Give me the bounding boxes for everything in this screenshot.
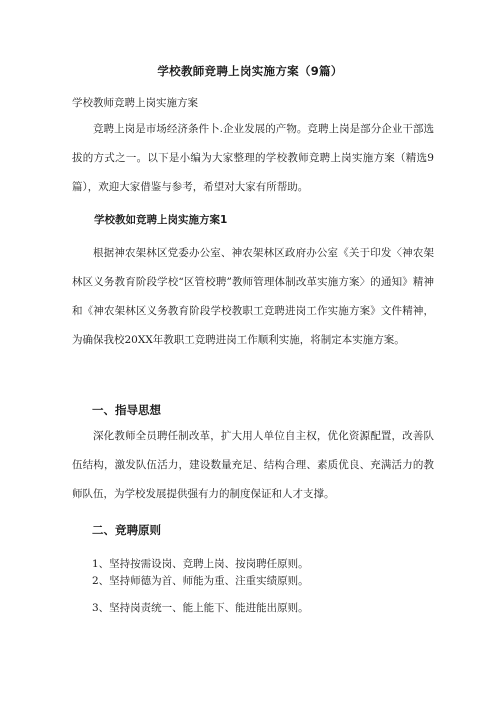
principle-item: 1、坚持按需设岗、竞聘上岗、按岗聘任原则。 <box>92 558 309 570</box>
guiding-paragraph: 深化教师全员聘任制改革，扩大用人单位自主权，优化资源配置，改善队伍结构，激发队伍活力，建设数量充足、结构合理、素质优良、充满活力的教师队伍，为学校发展提供强有力的制度保证和人才支撑。 <box>72 430 434 500</box>
principle-item: 3、坚持岗责统一、能上能下、能进能出原则。 <box>92 602 309 614</box>
basis-paragraph: 根据神农架林区党委办公室、神农架林区政府办公室《关于印发〈神农架林区义务教育阶段学校“区管校聘”教师管理体制改革实施方案〉的通知》精神和《神农架林区义务教育阶段学校教职工竞聘进岗工作实施方案》文件精神，为确保我校20XX年教职工竞聘进岗工作顺利实施，将制定本实施方案。 <box>72 247 434 346</box>
intro-paragraph: 竞聘上岗是市场经济条件卜.企业发展的产物。竞聘上岗是部分企业干部选拔的方式之一。以下是小编为大家整理的学校教师竞聘上岗实施方案（精选9篇），欢迎大家借鉴与参考，希望对大家有所帮助。 <box>72 123 434 193</box>
heading-guiding-ideology: 一、指导思想 <box>92 403 161 417</box>
section-plan-title: 学校教如竞聘上岗实施方案1 <box>94 214 228 226</box>
principle-item: 2、坚持师德为首、师能为重、注重实绩原则。 <box>92 575 309 587</box>
document-subtitle: 学校教师竞聘上岗实施方案 <box>72 97 198 109</box>
heading-principles: 二、竞聘原则 <box>92 523 161 537</box>
document-title: 学校教師竞聘上岗实施方案（9篇） <box>157 64 343 78</box>
